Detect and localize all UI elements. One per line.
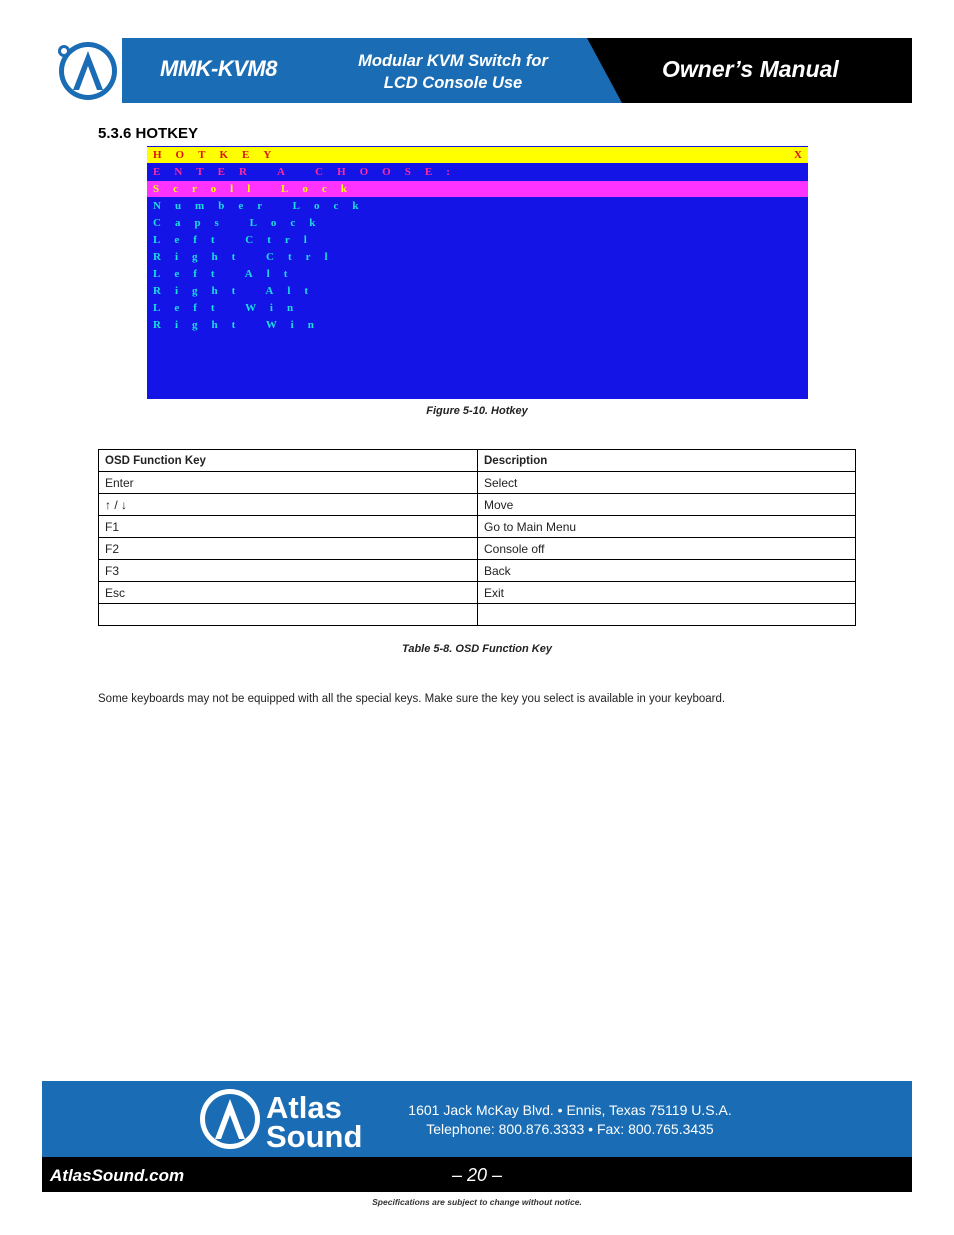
table-caption: Table 5-8. OSD Function Key — [402, 643, 552, 655]
osd-prompt: ENTER A CHOOSE: — [153, 166, 464, 178]
table-cell: Enter — [99, 472, 478, 494]
page-header — [42, 38, 912, 103]
page-number: – 20 – — [451, 1165, 503, 1185]
osd-hotkey-screen — [147, 146, 808, 399]
table-cell: F1 — [99, 516, 478, 538]
table-cell: ↑ / ↓ — [99, 494, 478, 516]
osd-item-label: Right Alt — [153, 285, 323, 297]
osd-prompt-row — [147, 164, 808, 180]
osd-item-label: Left Ctrl — [153, 234, 321, 246]
atlas-sound-logo — [198, 1087, 388, 1151]
table-cell: Exit — [478, 582, 856, 604]
footer-disclaimer: Specifications are subject to change without notice. — [372, 1197, 582, 1207]
osd-list-item[interactable] — [147, 215, 808, 231]
footer-address-block — [388, 1101, 752, 1139]
osd-function-key-table — [98, 449, 856, 626]
osd-close-icon[interactable]: X — [794, 149, 802, 161]
atlas-logo-box — [42, 38, 122, 103]
section-title: 5.3.6 HOTKEY — [98, 125, 199, 142]
table-header-cell: OSD Function Key — [99, 450, 478, 472]
table-header-row — [99, 450, 856, 472]
table-row — [99, 494, 856, 516]
table-row — [99, 516, 856, 538]
keyboard-note: Some keyboards may not be equipped with all the special keys. Make sure the key you select is available in your keyboard. — [98, 693, 726, 705]
table-cell: Go to Main Menu — [478, 516, 856, 538]
osd-item-label: Left Win — [153, 302, 308, 314]
osd-title-bar — [147, 147, 808, 163]
figure-caption: Figure 5-10. Hotkey — [426, 405, 528, 417]
table-cell: Esc — [99, 582, 478, 604]
footer-phone: Telephone: 800.876.3333 • Fax: 800.765.3435 — [426, 1121, 714, 1137]
osd-list-item[interactable] — [147, 283, 808, 299]
footer-address: 1601 Jack McKay Blvd. • Ennis, Texas 75119 U.S.A. — [408, 1102, 732, 1118]
header-subtitle — [338, 50, 568, 94]
logo-word-sound: Sound — [266, 1119, 363, 1151]
osd-title: HOTKEY — [153, 149, 286, 161]
osd-item-label: Number Lock — [153, 200, 373, 212]
table-row — [99, 538, 856, 560]
osd-item-label: Caps Lock — [153, 217, 330, 229]
table-row — [99, 472, 856, 494]
table-cell — [478, 604, 856, 626]
subtitle-line-2: LCD Console Use — [383, 74, 523, 92]
osd-list-item[interactable] — [147, 249, 808, 265]
osd-list-item[interactable] — [147, 317, 808, 333]
table-cell: Back — [478, 560, 856, 582]
atlas-logo-icon — [42, 38, 122, 103]
footer-website-link[interactable]: AtlasSound.com — [50, 1166, 185, 1185]
table-cell: Console off — [478, 538, 856, 560]
table-cell: F2 — [99, 538, 478, 560]
osd-list-item[interactable] — [147, 266, 808, 282]
model-name: MMK-KVM8 — [160, 56, 277, 81]
table-cell: Move — [478, 494, 856, 516]
osd-list-item[interactable] — [147, 300, 808, 316]
osd-list-item[interactable] — [147, 232, 808, 248]
osd-selected-item[interactable] — [147, 181, 808, 197]
manual-title: Owner’s Manual — [662, 56, 839, 82]
table-cell: Select — [478, 472, 856, 494]
osd-item-label: Right Ctrl — [153, 251, 342, 263]
osd-item-label: Scroll Lock — [153, 183, 361, 195]
table-header-cell: Description — [478, 450, 856, 472]
logo-word-atlas: Atlas — [266, 1090, 342, 1125]
osd-item-label: Left Alt — [153, 268, 302, 280]
osd-item-label: Right Win — [153, 319, 328, 331]
table-row — [99, 604, 856, 626]
osd-list-item[interactable] — [147, 198, 808, 214]
table-row — [99, 560, 856, 582]
table-row — [99, 582, 856, 604]
table-cell — [99, 604, 478, 626]
table-cell: F3 — [99, 560, 478, 582]
subtitle-line-1: Modular KVM Switch for — [358, 52, 548, 70]
